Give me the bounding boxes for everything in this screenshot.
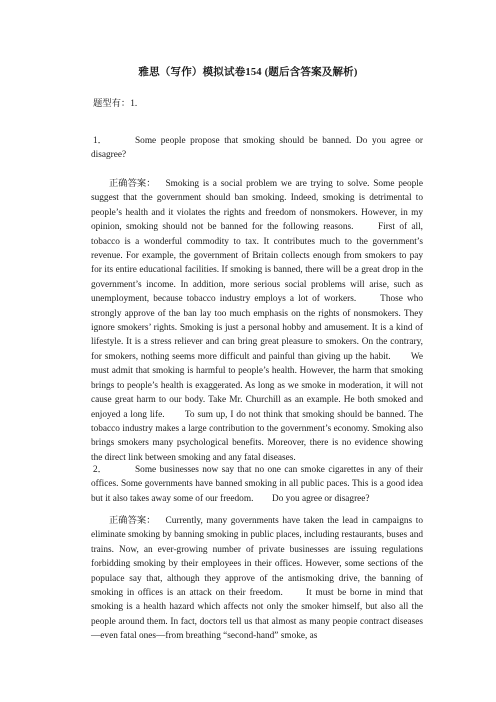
answer-label: 正确答案： [109, 516, 156, 526]
question-number: 2． [93, 465, 107, 475]
answer-text: Currently, many governments have taken the lead in campaigns to eliminate smoking by banning smoking in public places, including restaurants, buses and trains. Now, an ever-growing number of private businesses are issuing regulations forbidding smoking by their employees in their offices. However, some sections of the populace say that, although they approve of the antismoking drive, the banning of smoking in offices is an attack on their freedom. It must be borne in mind that smoking is a health hazard which affects not only the smoker himself, but also all the people around them. In fact, doctors tell us that almost as many peopie contract diseases—even fatal ones—from breathing “second-hand” smoke, as [91, 516, 423, 642]
document-title: 雅思（写作）模拟试卷154 (题后含答案及解析) [138, 67, 358, 78]
question-2 [91, 463, 423, 506]
answer-text: Smoking is a social problem we are trying to solve. Some people suggest that the government should ban smoking. Indeed, smoking is detrimental to people’s health and it violates the rights and freedom of nonsmokers. However, in my opinion, smoking should not be banned for the following reasons. First of all, tobacco is a wonderful commodity to tax. It contributes much to the government’s revenue. For example, the government of Britain collects enough from smokers to pay for its entire educational facilities. If smoking is banned, there will be a great drop in the government’s income. In addition, more serious social problems will arise, such as unemployment, because tobacco industry employs a lot of workers. Those who strongly approve of the ban lay too much emphasis on the rights of nonsmokers. They ignore smokers’ rights. Smoking is just a personal hobby and amusement. It is a kind of lifestyle. It is a stress reliever and can bring great pleasure to smokers. On the contrary, for smokers, nothing seems more difficult and painful than giving up the habit. We must admit that smoking is harmful to people’s health. However, the harm that smoking brings to people’s health is exaggerated. As long as we smoke in moderation, it will not cause great harm to our body. Take Mr. Churchill as an example. He both smoked and enjoyed a long life. To sum up, I do not think that smoking should be banned. The tobacco industry makes a large contribution to the government’s economy. Smoking also brings smokers many psychological benefits. Moreover, there is no evidence showing the direct link between smoking and any fatal diseases. [91, 179, 423, 463]
answer-1 [91, 177, 423, 465]
question-types: 题型有：1. [93, 99, 138, 109]
question-number: 1． [93, 136, 107, 146]
question-text: Some businesses now say that no one can smoke cigarettes in any of their offices. Some governments have banned smoking in all public paces. This is a good idea but it also takes away some of our freedom. Do you agree or disagree? [91, 465, 423, 504]
answer-label: 正确答案： [109, 179, 156, 189]
question-1 [91, 134, 423, 163]
question-text: Some people propose that smoking should be banned. Do you agree or disagree? [91, 136, 423, 161]
answer-2 [91, 514, 423, 644]
